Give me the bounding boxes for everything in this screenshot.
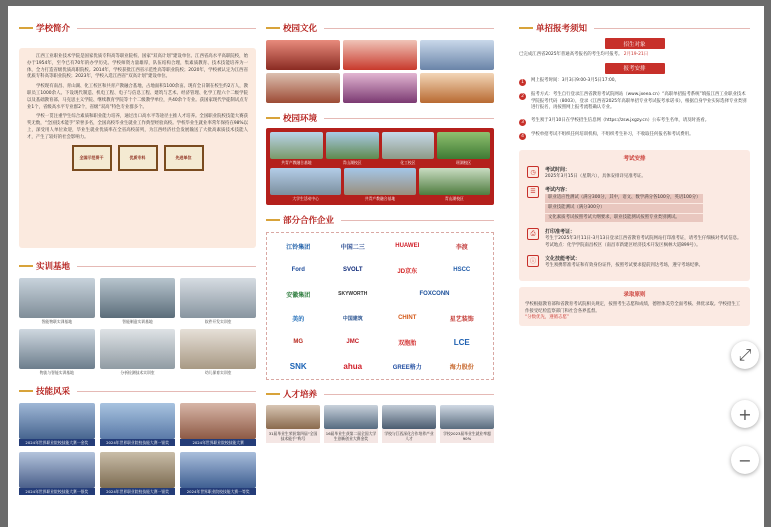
exam-time-section: ◷ 考试时间： 2025年3月15日（星期六），具体安排详见准考证。: [527, 166, 742, 181]
culture-photos: [266, 40, 494, 103]
culture-photo: [343, 73, 417, 103]
zoom-out-button[interactable]: −: [731, 446, 759, 474]
base-header: 实训基地: [19, 260, 256, 272]
partner-logo: JMC: [346, 339, 360, 345]
zoom-in-button[interactable]: +: [731, 400, 759, 428]
target-text: 已完成江西省2025年普通高考报名的考生均可报考。 2月19-21日: [519, 52, 649, 57]
partner-logo: HUAWEI: [395, 243, 420, 249]
partner-logos: [266, 232, 494, 380]
base-photo: 物流与智能实训基地: [19, 329, 95, 375]
intro-paragraph: 学校现有南昌、青山湖、化工校区和共青产教融合基地，占地面积1100余亩。现有全日制在校生约2万人，教职员工1000余人。下设现代制造、机电工程、电子与信息工程、建筑与艺术、经济管理、化学工程六个二级学院以及基础教育部、马克思主义学院、继续教育学院等十个二级教学单位，共40余个专业。获国家现代学徒制试点专业1个，省级高水平专业群2个，省级“双高”特色专业群多个。: [27, 84, 248, 110]
talent-card: 16届毕业生获第二届全国大学生创新创业大赛金奖: [324, 405, 378, 443]
partner-logo: GREE格力: [392, 364, 422, 371]
campus-photo: 青山湖校区: [419, 168, 490, 201]
campus-photo: 瑶湖校区: [437, 132, 490, 165]
intro-header: 学校简介: [19, 22, 256, 34]
award-plaques: [27, 145, 248, 171]
partner-logo: 江铃集团: [286, 244, 311, 251]
admit-highlight: “分数优先，遵循志愿”: [525, 315, 570, 321]
talent-card: 31届毕业生荣获第四届“全国技术能手”称号: [266, 405, 320, 443]
culture-photo: [420, 73, 494, 103]
partner-logo: MG: [293, 339, 304, 345]
intro-box: [19, 48, 256, 248]
talent-card: 学校与江西深化合作培养产业人才: [382, 405, 436, 443]
partner-logo: CHINT: [398, 315, 417, 321]
campus-photo: 青山湖校区: [326, 132, 379, 165]
exam-box: [519, 150, 750, 281]
partners-header: 部分合作企业: [266, 214, 494, 226]
arrange-title: 报考安排: [605, 63, 665, 74]
campus-photo: 化工校区: [382, 132, 435, 165]
admit-title: 录取原则: [623, 291, 646, 298]
brochure-page: [8, 6, 764, 527]
award-plaque: 先进单位: [164, 145, 204, 171]
partner-logo: 海力股份: [449, 364, 474, 371]
notice-header: 单招报考须知: [519, 22, 750, 34]
environment-header: 校园环境: [266, 112, 494, 124]
award-plaque: 全国示范骨干: [72, 145, 112, 171]
intro-paragraph: 学校一贯注重学生综合素质和职业能力培养，通过出口高水平等途径主推人才培养。全国职业院校技能大赛获奖无数，“全国技术能手”荣誉多名，全国高校毕业生就业工作典型经验高校。学校毕业生就业率常年保持在98%以上，深受用人单位欢迎，毕业生就业优质率在全省高校前列，为江西经济社会发展输送了大批高素质技术技能人才，产生了较好的社会影响力。: [27, 114, 248, 140]
campus-photo: 共青产教融合基地: [344, 168, 415, 201]
culture-header: 校园文化: [266, 22, 494, 34]
partner-logo: HSCC: [453, 267, 471, 273]
talent-card: 学校2023届毕业生就业率超90%: [440, 405, 494, 443]
admit-box: [519, 287, 750, 326]
culture-photo: [343, 40, 417, 70]
skill-photo: 2024年世界职业院校技能大赛一金奖: [19, 403, 95, 446]
talent-header: 人才培养: [266, 388, 494, 400]
admit-text: 学校根据教育部和省教育考试院相关规定，按照考生志愿和成绩，德智体美劳全面考核、择优录取。学校招生工作接受纪检监察部门和社会各界监督。: [525, 301, 741, 314]
column-right: [519, 22, 750, 326]
column-left: [19, 22, 256, 495]
partner-logo: JD京东: [397, 268, 418, 275]
arrange-steps: [519, 78, 750, 140]
skill-photo: 2024年世界职业院校技能大赛: [180, 403, 256, 446]
print-section: ⎙ 打印准考证： 考生于2025年3月11日-3月13日登录江西省教育考试院网站打印准考证，请考生仔细核对考试信息。 考试地点：化学学院南昌校区（南昌市新建区经济技术开发区枫林大道899号）。: [527, 228, 742, 250]
partner-logo: 李渡: [455, 243, 468, 251]
base-photo: 智能物联实训基地: [19, 278, 95, 324]
skills-photos: [19, 403, 256, 495]
award-plaque: 优质专科: [118, 145, 158, 171]
fullscreen-button[interactable]: ⤢: [731, 341, 759, 369]
target-title: 招生对象: [605, 38, 665, 49]
partner-logo: SVOLT: [342, 267, 363, 273]
skills-header: 技能风采: [19, 385, 256, 397]
partner-logo: LCE: [453, 337, 470, 347]
base-photo: 软件开发实训室: [180, 278, 256, 324]
exam-content-section: ☰ 考试内容： 职业适应性测试（满分300分，其中，语文、数学满分各100分，英语100分） 职业技能测试（满分300分） 文化素质考试按照考试大纲要求，职业技能测试按照专业类别测试。: [527, 186, 742, 223]
skill-photo: 2024年世界职业院校技能大赛一银奖: [19, 452, 95, 495]
partner-logo: SNK: [289, 361, 307, 371]
base-photo: 幼儿保育实训室: [180, 329, 256, 375]
campus-photo: 共青产教融合基地: [270, 132, 323, 165]
partner-logo: 星艺装饰: [449, 316, 474, 323]
intro-paragraph: 江西工业职业技术学院是国家优质专科高等职业院校、国家“双高计划”建设单位、江西省高水平高职院校，始办于1954年，至今已有70年的办学历史。学校师资力量雄厚，队伍结构合理，集素质教育、技术技能培养为一体，全力打造省级优质高职院校。2014年，学校获批江西省示范性高等职业院校；2020年，学校被认定为江西省优质专科高等职业院校；2023年，学校入选江西省“双高计划”建设单位。: [27, 54, 248, 80]
talent-cards: [266, 405, 494, 443]
rules-section: ⓘ 文化技能考试： 考生须携带准考证和有效身份证件，按照考试要求提前到达考场，遵守考场纪律。: [527, 255, 742, 270]
arrange-step: 2 报考方式：考生自行登录江西省教育考试院网站（www.jxeea.cn）“高职单招报考系统”填报江西工业职业技术学院报考代码（8003），登录《江西省2025年高职单招专业考试报考承诺书》，根据自身学业实际选择专业类别进行报名，再按照网上报考流程确认专业。: [519, 92, 750, 112]
arrange-step: 4 学校单招考试不组织任何培训机构，不组织考生补习，不收取任何报名和考试费用。: [519, 132, 750, 140]
culture-photo: [266, 40, 340, 70]
partner-logo: Ford: [291, 267, 305, 273]
skill-photo: 2024年世界职业院校技能大赛一银奖: [100, 452, 176, 495]
info-icon: ⓘ: [527, 255, 539, 267]
arrange-step: 1 网上报考时间：3月3日9:00-3月5日17:00。: [519, 78, 750, 86]
document-icon: ☰: [527, 186, 539, 198]
partner-logo: 美的: [292, 316, 305, 323]
partner-logo: FOXCONN: [419, 291, 450, 297]
print-icon: ⎙: [527, 228, 539, 240]
skill-photo: 2024年世界职业院校技能大赛一银奖: [100, 403, 176, 446]
campus-panel: [266, 128, 494, 205]
partner-logo: 双胞胎: [398, 340, 417, 347]
partner-logo: ahua: [343, 361, 363, 371]
arrange-step: 3 考生须于3月10日在学校招生信息网（https://zsw.jxgzy.cn）公布考生名单，请及时查看。: [519, 118, 750, 126]
base-photo: 智能制造实训基地: [100, 278, 176, 324]
base-photo: 分析检测技术实训室: [100, 329, 176, 375]
base-photos: [19, 278, 256, 375]
culture-photo: [266, 73, 340, 103]
culture-photo: [420, 40, 494, 70]
clock-icon: ◷: [527, 166, 539, 178]
partner-logo: 中国二三: [340, 244, 365, 251]
skill-photo: 2024年世界职业院校技能大赛一等奖: [180, 452, 256, 495]
column-middle: [266, 22, 494, 443]
exam-title: 考试安排: [623, 156, 646, 163]
campus-photo: 大学生活动中心: [270, 168, 341, 201]
partner-logo: SKYWORTH: [338, 291, 368, 297]
partner-logo: 中国建筑: [342, 315, 363, 322]
partner-logo: 安徽集团: [286, 292, 311, 299]
